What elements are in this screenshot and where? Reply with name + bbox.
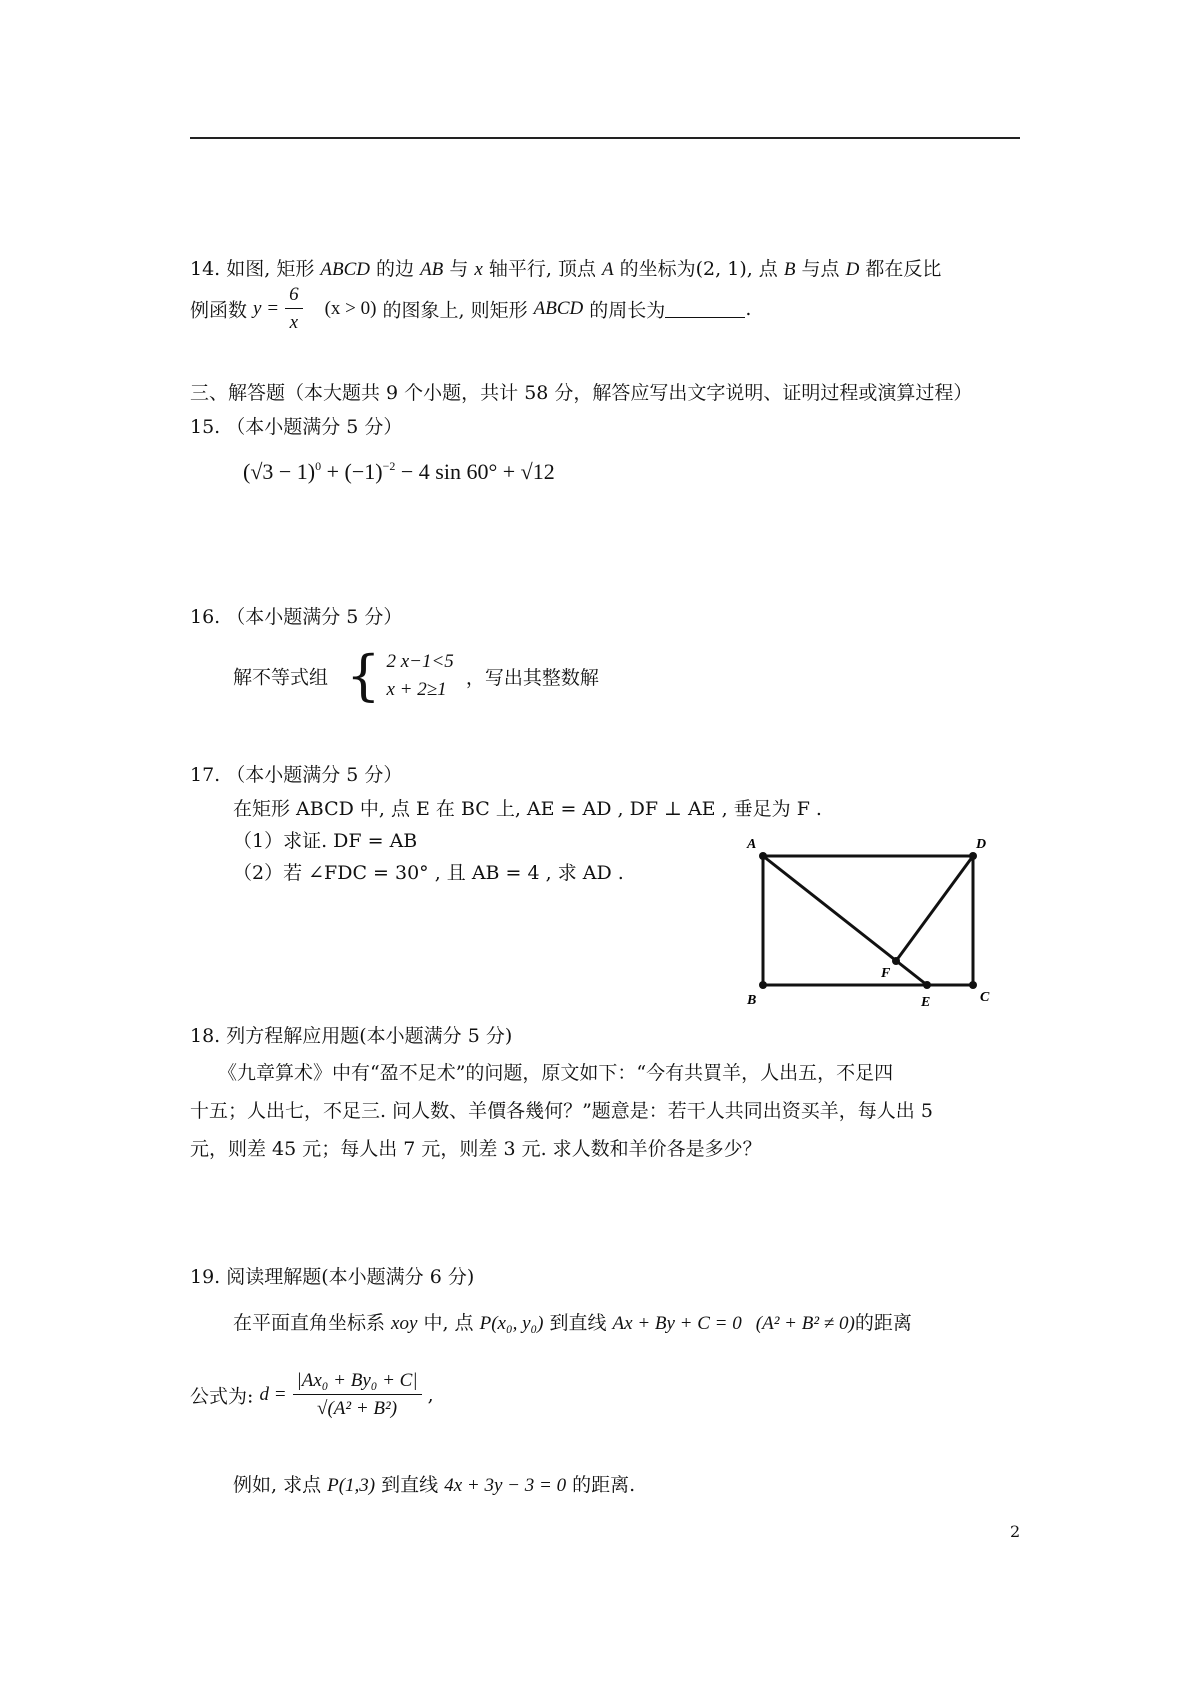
q19-d-eq: d = — [259, 1384, 287, 1405]
fraction-denominator: √(A² + B²) — [317, 1398, 398, 1419]
q14-ab: AB — [420, 259, 444, 280]
q19-example-point: P(1,3) — [327, 1475, 376, 1496]
q19-text: 的距离 — [854, 1312, 912, 1334]
point-e — [923, 981, 931, 989]
q19-text: 的距离. — [566, 1474, 636, 1496]
inequality-system — [386, 648, 453, 704]
q14-condition: (x > 0) — [324, 298, 377, 319]
label-d: D — [976, 837, 987, 852]
fraction-denominator: x — [289, 312, 299, 333]
point-b — [759, 981, 767, 989]
q14-fraction — [285, 284, 303, 334]
q18-line1: 《九章算术》中有“盈不足术”的问题，原文如下：“今有共買羊，人出五，不足四 — [218, 1062, 894, 1084]
q19-text: 在平面直角坐标系 — [233, 1312, 392, 1334]
q15-header: 15. （本小题满分 5 分） — [190, 416, 403, 438]
q14-abcd: ABCD — [533, 298, 584, 319]
q14-text: 的坐标为(2, 1), 点 — [613, 258, 784, 280]
q14-text: 例函数 — [190, 299, 254, 322]
q15-expression — [243, 459, 555, 485]
rectangle-abcd — [763, 856, 973, 985]
answer-blank — [665, 301, 745, 318]
label-e: E — [921, 995, 931, 1010]
fraction-numerator: |Ax₀ + By₀ + C| — [293, 1370, 422, 1395]
label-b: B — [747, 993, 757, 1008]
q18-header: 18. 列方程解应用题(本小题满分 5 分) — [190, 1025, 513, 1047]
q19-condition: (A² + B² ≠ 0) — [755, 1313, 855, 1334]
q14-y-eq: y = — [253, 298, 280, 319]
q19-text: 中, 点 — [417, 1312, 480, 1334]
expr-part: + (−1) — [321, 459, 383, 484]
segment-ae — [763, 856, 927, 985]
inequality-2: x + 2≥1 — [386, 679, 447, 700]
q19-example-line: 4x + 3y − 3 = 0 — [444, 1475, 567, 1496]
point-d — [969, 852, 977, 860]
point-c — [969, 981, 977, 989]
q14-text: . — [745, 298, 752, 320]
q19-text: 到直线 — [375, 1474, 445, 1496]
q18-line2: 十五；人出七，不足三. 问人数、羊價各幾何？”题意是：若干人共同出资买羊，每人出 5 — [190, 1100, 933, 1122]
q14-abcd: ABCD — [320, 259, 370, 280]
q19-example — [233, 1470, 635, 1497]
q19-text: 例如, 求点 — [233, 1474, 328, 1496]
q14-text: 的周长为 — [583, 299, 666, 322]
q19-header: 19. 阅读理解题(本小题满分 6 分) — [190, 1266, 475, 1288]
q19-text: , — [427, 1384, 434, 1406]
expr-part: − 4 sin 60° + √12 — [395, 459, 555, 484]
q16-suffix: ，写出其整数解 — [465, 666, 599, 689]
q14-text: 14. 如图, 矩形 — [190, 258, 321, 280]
point-f — [892, 957, 900, 965]
left-brace: { — [346, 644, 381, 707]
q14-x: x — [474, 259, 483, 280]
q14-text: 的边 — [369, 258, 421, 280]
q14-text: 与点 — [795, 258, 846, 280]
q14-text: 与 — [443, 258, 475, 280]
exponent: 0 — [315, 459, 322, 473]
q14-text: 的图象上, 则矩形 — [376, 299, 534, 322]
label-c: C — [980, 990, 990, 1005]
q14-line1 — [190, 254, 941, 281]
label-f: F — [881, 966, 891, 981]
q19-text: 公式为: — [190, 1385, 260, 1408]
q19-point: P(x₀, y₀) — [479, 1313, 544, 1334]
q18-line3: 元，则差 45 元；每人出 7 元，则差 3 元. 求人数和羊价各是多少？ — [190, 1138, 762, 1160]
q19-text: 到直线 — [543, 1312, 613, 1334]
label-a: A — [747, 837, 757, 852]
q19-line1 — [233, 1308, 912, 1335]
segment-df — [896, 856, 973, 961]
q19-line-equation: Ax + By + C = 0 — [612, 1313, 742, 1334]
q17-header: 17. （本小题满分 5 分） — [190, 764, 403, 786]
q17-rectangle-figure — [740, 830, 1000, 1010]
expr-part: (√3 − 1) — [243, 459, 316, 484]
q14-line2 — [190, 284, 751, 334]
q14-d: D — [845, 259, 860, 280]
q14-a: A — [602, 259, 614, 280]
page-number: 2 — [1010, 1522, 1021, 1541]
q17-statement: 在矩形 ABCD 中, 点 E 在 BC 上, AE = AD , DF ⊥ AE , 垂足为 F . — [233, 798, 822, 820]
q14-b: B — [783, 259, 796, 280]
q17-part1: （1）求证. DF = AB — [233, 830, 418, 852]
inequality-1: 2 x−1<5 — [386, 651, 454, 672]
q14-text: 轴平行, 顶点 — [482, 258, 602, 280]
distance-fraction — [293, 1370, 422, 1420]
point-a — [759, 852, 767, 860]
header-rule — [190, 137, 1020, 139]
section-heading: 三、解答题（本大题共 9 个小题，共计 58 分，解答应写出文字说明、证明过程或演算过程） — [190, 382, 973, 404]
q16-header: 16. （本小题满分 5 分） — [190, 606, 403, 628]
exponent: −2 — [382, 459, 396, 473]
q16-prefix: 解不等式组 — [233, 666, 329, 689]
fraction-numerator: 6 — [285, 284, 303, 309]
q19-xoy: xoy — [391, 1313, 418, 1334]
q16-system — [233, 644, 599, 707]
q19-formula — [190, 1370, 434, 1420]
q17-part2: （2）若 ∠FDC = 30° , 且 AB = 4 , 求 AD . — [233, 862, 624, 884]
q14-text: 都在反比 — [859, 258, 942, 280]
